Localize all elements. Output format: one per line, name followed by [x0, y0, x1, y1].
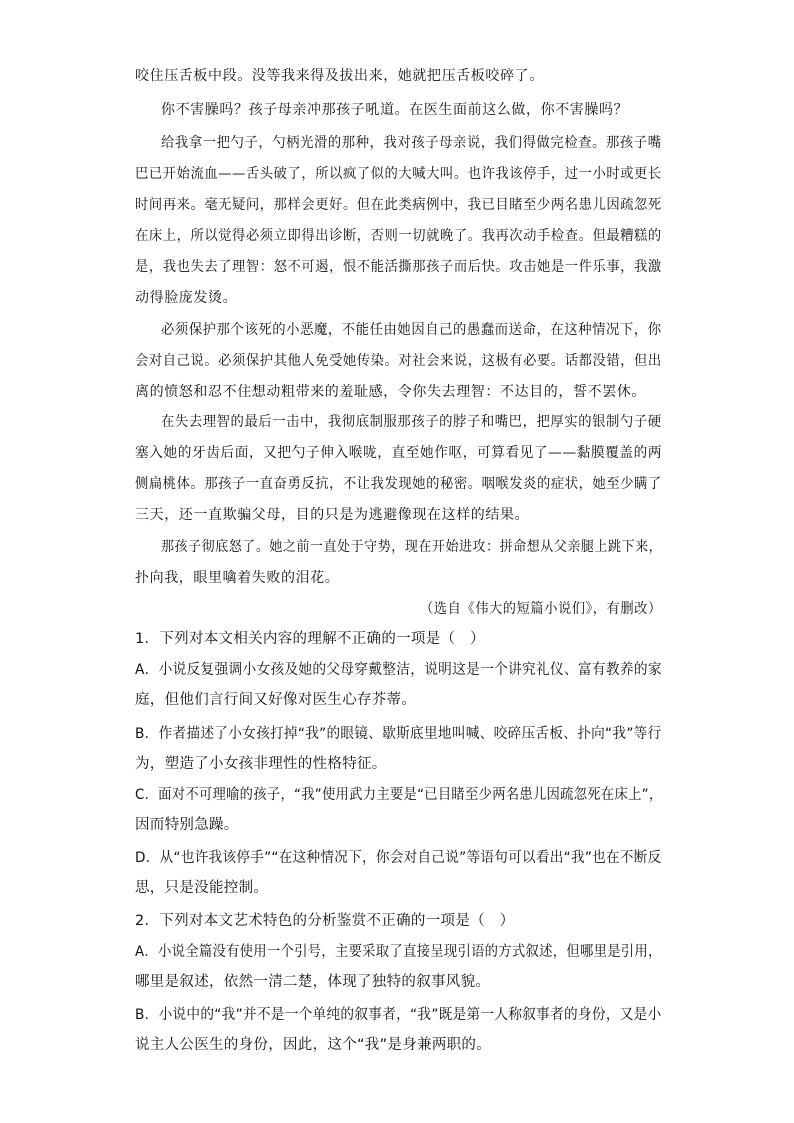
story-line: 扑向我，眼里噙着失败的泪花。: [135, 570, 340, 586]
option-b-cont: 说主人公医生的身份，因此，这个“我”是身兼两职的。: [135, 1037, 492, 1053]
story-line: 那孩子彻底怒了。她之前一直处于守势，现在开始进攻：拼命想从父亲腿上跳下来，: [161, 539, 663, 555]
story-line: 动得脸庞发烫。: [135, 290, 238, 306]
story-line: 塞入她的牙齿后面，又把勺子伸入喉咙，直至她作呕，可算看见了——黏膜覆盖的两: [135, 445, 663, 461]
story-line: 时间再来。毫无疑问，那样会更好。但在此类病例中，我已目睹至少两名患儿因疏忽死: [135, 197, 662, 213]
question-stem: 2．下列对本文艺术特色的分析鉴赏不正确的一项是（ ）: [135, 913, 515, 929]
option-d: D．从“也许我该停手”“在这种情况下，你会对自己说”等语句可以看出“我”也在不断反: [135, 850, 662, 866]
story-line: 在失去理智的最后一击中，我彻底制服那孩子的脖子和嘴巴，把厚实的银制勺子硬: [161, 414, 662, 430]
story-line: 是，我也失去了理智：怒不可遏，恨不能活撕那孩子而后快。攻击她是一件乐事，我激: [135, 259, 662, 275]
story-line: 会对自己说。必须保护其他人免受她传染。对社会来说，这极有必要。话都没错，但出: [135, 353, 662, 369]
question-stem: 1．下列对本文相关内容的理解不正确的一项是（ ）: [135, 631, 485, 647]
story-line: 巴已开始流血——舌头破了，所以疯了似的大喊大叫。也许我该停手，过一小时或更长: [135, 166, 662, 182]
option-a: A．小说全篇没有使用一个引号，主要采取了直接呈现引语的方式叙述，但哪里是引用，: [135, 944, 662, 960]
story-line: 侧扁桃体。那孩子一直奋勇反抗，不让我发现她的秘密。咽喉发炎的症状，她至少瞒了: [135, 476, 662, 492]
option-a-cont: 庭，但他们言行间又好像对医生心存芥蒂。: [135, 692, 417, 708]
option-b: B．作者描述了小女孩打掉“我”的眼镜、歇斯底里地叫喊、咬碎压舌板、扑向“我”等行: [135, 726, 662, 742]
option-a-cont: 哪里是叙述，依然一清二楚，体现了独特的叙事风貌。: [135, 974, 491, 990]
option-b: B．小说中的“我”并不是一个单纯的叙事者，“我”既是第一人称叙事者的身份，又是小: [135, 1007, 662, 1023]
option-d-cont: 思，只是没能控制。: [135, 880, 269, 896]
option-b-cont: 为，塑造了小女孩非理性的性格特征。: [135, 756, 387, 772]
story-line: 三天，还一直欺骗父母，目的只是为逃避像现在这样的结果。: [135, 507, 530, 523]
story-line: 给我拿一把勺子，勺柄光滑的那种，我对孩子母亲说，我们得做完检查。那孩子嘴: [161, 135, 662, 151]
option-c: C．面对不可理喻的孩子，“我”使用武力主要是“已目睹至少两名患儿因疏忽死在床上”，: [135, 787, 663, 803]
story-line: 必须保护那个该死的小恶魔，不能任由她因自己的愚蠢而送命，在这种情况下，你: [161, 322, 662, 338]
story-line: 你不害臊吗？孩子母亲冲那孩子吼道。在医生面前这么做，你不害臊吗？: [161, 102, 629, 118]
option-c-cont: 因而特别急躁。: [135, 817, 239, 833]
story-line: 在床上，所以觉得必须立即得出诊断，否则一切就晚了。我再次动手检查。但最糟糕的: [135, 228, 662, 244]
source-citation: （选自《伟大的短篇小说们》，有删改）: [420, 601, 662, 617]
story-line: 咬住压舌板中段。没等我来得及拔出来，她就把压舌板咬碎了。: [135, 68, 544, 84]
story-line: 离的愤怒和忍不住想动粗带来的羞耻感，令你失去理智：不达目的，誓不罢休。: [135, 384, 646, 400]
option-a: A．小说反复强调小女孩及她的父母穿戴整洁，说明这是一个讲究礼仪、富有教养的家: [135, 662, 662, 678]
